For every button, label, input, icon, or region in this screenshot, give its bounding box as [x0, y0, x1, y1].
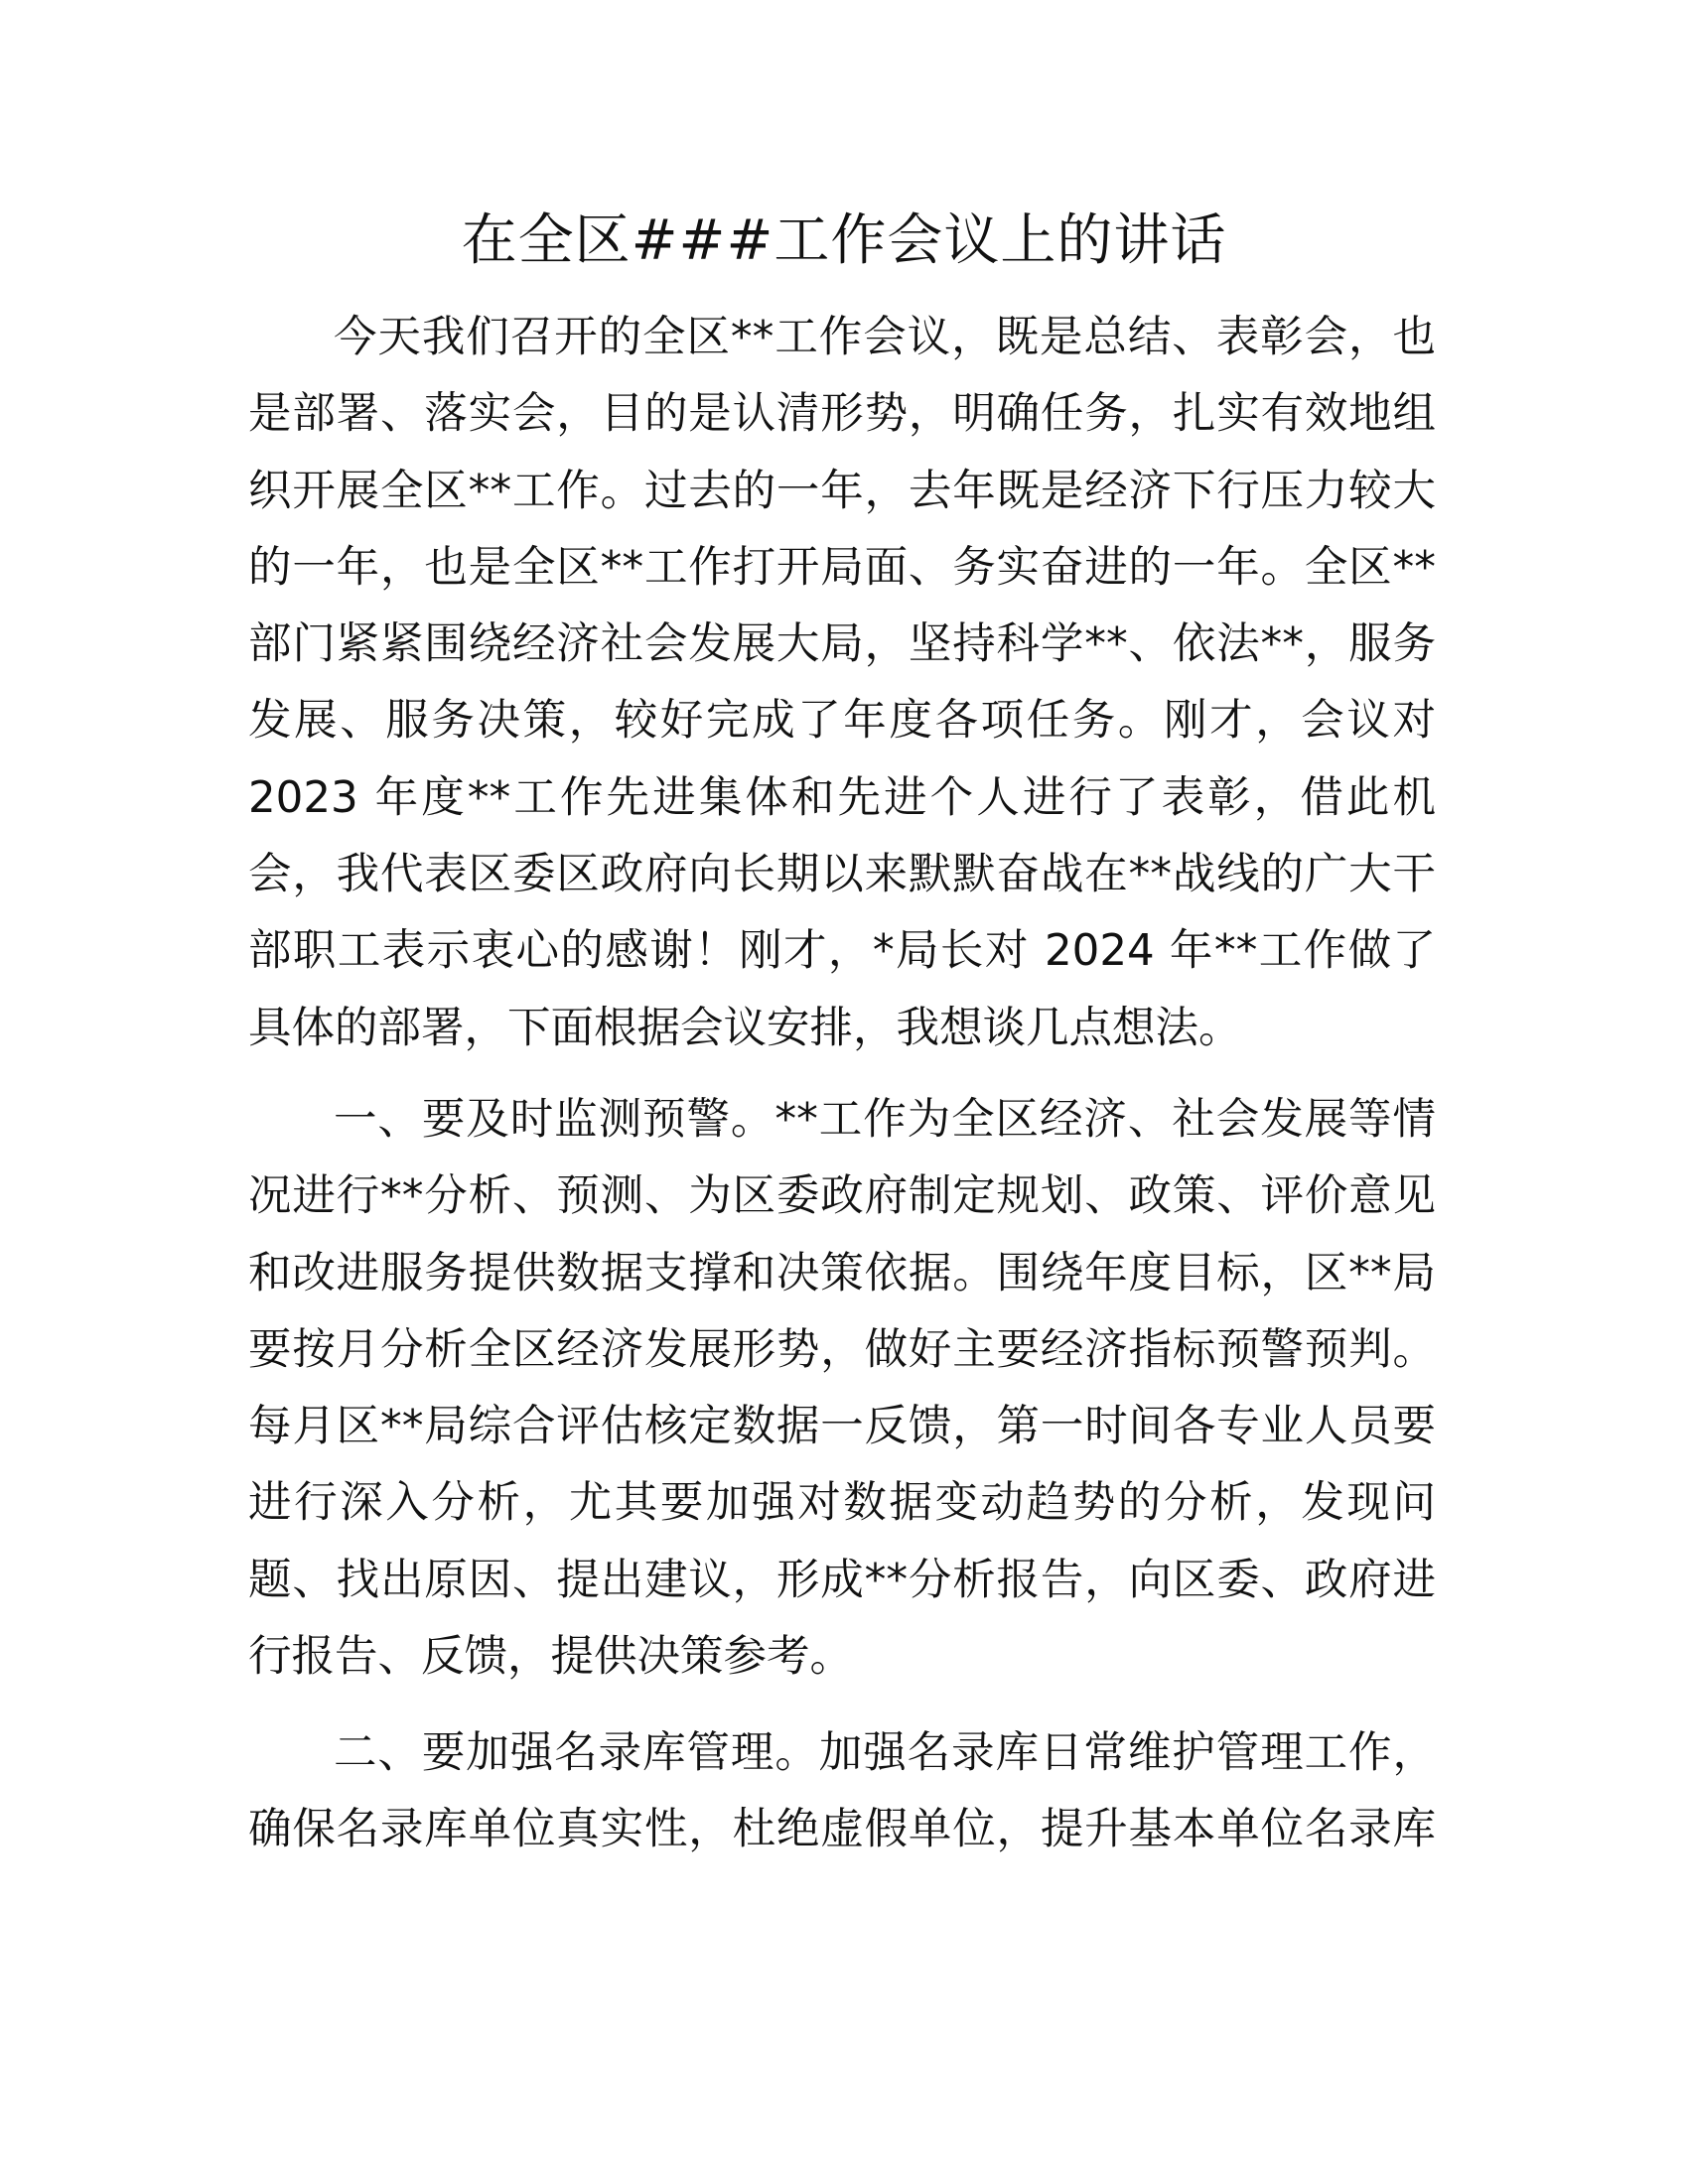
- text-line: 况进行**分析、预测、为区委政府制定规划、政策、评价意见: [248, 1171, 1436, 1222]
- paragraph-section-two: [248, 1715, 1436, 1869]
- text-line: 是部署、落实会，目的是认清形势，明确任务，扎实有效地组: [248, 389, 1436, 440]
- text-line: 题、找出原因、提出建议，形成**分析报告，向区委、政府进: [248, 1555, 1436, 1605]
- text-line: 和改进服务提供数据支撑和决策依据。围绕年度目标，区**局: [248, 1248, 1436, 1298]
- text-line: 部职工表示衷心的感谢！刚才，*局长对 2024 年**工作做了: [248, 926, 1436, 977]
- text-line: 进行深入分析，尤其要加强对数据变动趋势的分析，发现问: [248, 1478, 1436, 1529]
- text-line: 每月区**局综合评估核定数据一反馈，第一时间各专业人员要: [248, 1402, 1436, 1452]
- text-line: 二、要加强名录库管理。加强名录库日常维护管理工作，: [334, 1728, 1436, 1778]
- text-line: 织开展全区**工作。过去的一年，去年既是经济下行压力较大: [248, 466, 1436, 516]
- text-line: 行报告、反馈，提供决策参考。: [248, 1632, 853, 1683]
- document-title: 在全区###工作会议上的讲话: [461, 208, 1227, 273]
- text-line: 会，我代表区委区政府向长期以来默默奋战在**战线的广大干: [248, 850, 1436, 900]
- text-line: 发展、服务决策，较好完成了年度各项任务。刚才，会议对: [248, 696, 1436, 747]
- text-line: 2023 年度**工作先进集体和先进个人进行了表彰，借此机: [248, 772, 1436, 823]
- text-line: 确保名录库单位真实性，杜绝虚假单位，提升基本单位名录库: [248, 1805, 1436, 1855]
- text-line: 的一年，也是全区**工作打开局面、务实奋进的一年。全区**: [248, 542, 1436, 593]
- paragraph-section-one: [248, 1082, 1436, 1696]
- text-line: 一、要及时监测预警。**工作为全区经济、社会发展等情: [334, 1095, 1436, 1145]
- text-line: 具体的部署，下面根据会议安排，我想谈几点想法。: [248, 1003, 1242, 1053]
- paragraph-opening: [248, 300, 1436, 1067]
- text-line: 要按月分析全区经济发展形势，做好主要经济指标预警预判。: [248, 1324, 1436, 1375]
- text-line: 部门紧紧围绕经济社会发展大局，坚持科学**、依法**，服务: [248, 619, 1436, 670]
- text-line: 今天我们召开的全区**工作会议，既是总结、表彰会，也: [334, 313, 1436, 362]
